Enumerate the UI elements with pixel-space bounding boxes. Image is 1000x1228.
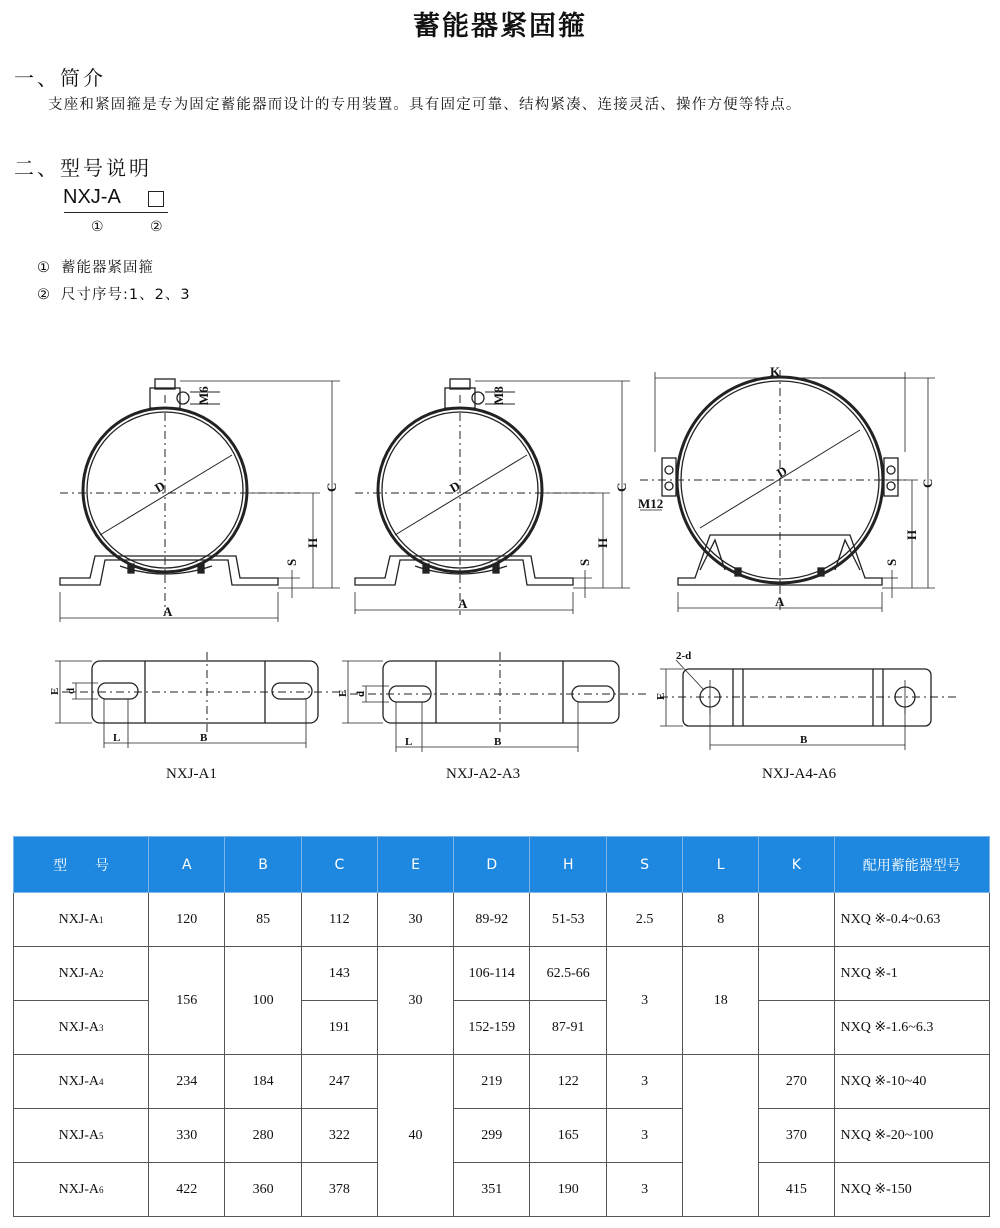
cell-d: 219 — [454, 1055, 530, 1109]
cell-accumulator: NXQ ※-20~100 — [834, 1109, 989, 1163]
label-b-a2: B — [494, 736, 502, 748]
cell-accumulator: NXQ ※-1.6~6.3 — [834, 1001, 989, 1055]
cell-d: 89-92 — [454, 893, 530, 947]
cell-l: 8 — [683, 893, 759, 947]
model-code: NXJ-A — [63, 186, 121, 208]
cell-k — [759, 1001, 834, 1055]
model-underline — [64, 212, 168, 213]
label-a-a1: A — [163, 604, 173, 619]
label-d-small-a2: d — [355, 690, 367, 697]
cell-e: 30 — [377, 893, 453, 947]
cell-c: 322 — [301, 1109, 377, 1163]
label-d-small-a1: d — [65, 687, 77, 694]
cell-s: 3 — [607, 1055, 683, 1109]
label-d-a1: D — [152, 477, 168, 496]
cell-k — [759, 893, 834, 947]
cell-model: NXJ-A3 — [14, 1001, 149, 1055]
cell-d: 152-159 — [454, 1001, 530, 1055]
table-row — [14, 1163, 990, 1217]
cell-e: 40 — [377, 1055, 453, 1217]
cell-l: 18 — [683, 947, 759, 1055]
cell-b: 85 — [225, 893, 301, 947]
table-row — [14, 1055, 990, 1109]
model-marker-2: ② — [150, 219, 163, 235]
label-d-a2: D — [447, 477, 463, 496]
cell-a: 120 — [149, 893, 225, 947]
cell-l — [683, 1055, 759, 1217]
header-e: E — [377, 837, 453, 893]
cell-accumulator: NXQ ※-150 — [834, 1163, 989, 1217]
cell-s: 3 — [607, 1163, 683, 1217]
label-a-a2: A — [458, 596, 468, 611]
caption-a2-a3: NXJ-A2-A3 — [446, 766, 521, 782]
header-s: S — [607, 837, 683, 893]
cell-b: 184 — [225, 1055, 301, 1109]
caption-a4-a6: NXJ-A4-A6 — [762, 766, 837, 782]
label-b-a1: B — [200, 732, 208, 744]
label-e-a2: E — [337, 689, 349, 697]
cell-s: 3 — [607, 1109, 683, 1163]
cell-a: 330 — [149, 1109, 225, 1163]
cell-a: 156 — [149, 947, 225, 1055]
header-a: A — [149, 837, 225, 893]
cell-c: 143 — [301, 947, 377, 1001]
header-b: B — [225, 837, 301, 893]
cell-h: 190 — [530, 1163, 607, 1217]
label-m8: M8 — [491, 386, 506, 405]
label-m12: M12 — [638, 496, 664, 511]
label-l-a1: L — [113, 732, 121, 744]
intro-text: 支座和紧固箍是专为固定蓄能器而设计的专用装置。具有固定可靠、结构紧凑、连接灵活、操作方便等特点。 — [48, 97, 802, 113]
header-h: H — [530, 837, 607, 893]
model-marker-1: ① — [91, 219, 104, 235]
cell-h: 87-91 — [530, 1001, 607, 1055]
header-model: 型 号 — [14, 837, 149, 893]
legend-text: 蓄能器紧固箍 — [61, 260, 154, 276]
header-accumulator: 配用蓄能器型号 — [834, 837, 989, 893]
cell-h: 122 — [530, 1055, 607, 1109]
label-m6: M6 — [196, 386, 211, 405]
cell-s: 3 — [607, 947, 683, 1055]
cell-model: NXJ-A4 — [14, 1055, 149, 1109]
size-placeholder-box — [148, 191, 164, 207]
header-c: C — [301, 837, 377, 893]
legend-text: 尺寸序号:1、2、3 — [61, 287, 191, 303]
drawing-a4-top — [660, 660, 960, 750]
cell-c: 191 — [301, 1001, 377, 1055]
caption-a1: NXJ-A1 — [166, 766, 217, 782]
table-row — [14, 1109, 990, 1163]
label-s-a1: S — [284, 558, 299, 566]
cell-k: 370 — [759, 1109, 834, 1163]
cell-d: 106-114 — [454, 947, 530, 1001]
legend-item-1 — [37, 256, 154, 277]
cell-accumulator: NXQ ※-10~40 — [834, 1055, 989, 1109]
cell-accumulator: NXQ ※-1 — [834, 947, 989, 1001]
cell-model: NXJ-A1 — [14, 893, 149, 947]
label-c-a1: C — [324, 482, 339, 492]
cell-d: 351 — [454, 1163, 530, 1217]
label-s-a2: S — [577, 558, 592, 566]
label-s-a4: S — [884, 558, 899, 566]
cell-h: 51-53 — [530, 893, 607, 947]
label-c-a4: C — [920, 478, 935, 488]
cell-model: NXJ-A2 — [14, 947, 149, 1001]
cell-model: NXJ-A6 — [14, 1163, 149, 1217]
cell-k: 415 — [759, 1163, 834, 1217]
table-row — [14, 947, 990, 1001]
label-h-a1: H — [305, 537, 320, 548]
section-heading-model: 二、型号说明 — [14, 156, 152, 180]
label-k: K — [770, 364, 781, 379]
page-title: 蓄能器紧固箍 — [413, 11, 587, 42]
section-heading-intro: 一、简介 — [14, 66, 106, 90]
label-d-a4: D — [774, 462, 790, 481]
legend-number: ② — [37, 287, 51, 303]
label-l-a2: L — [405, 736, 413, 748]
drawing-a2-front — [355, 379, 630, 615]
drawing-a1-front — [60, 379, 340, 622]
cell-k: 270 — [759, 1055, 834, 1109]
cell-d: 299 — [454, 1109, 530, 1163]
cell-a: 422 — [149, 1163, 225, 1217]
header-l: L — [683, 837, 759, 893]
label-h-a2: H — [595, 537, 610, 548]
cell-e: 30 — [377, 947, 453, 1055]
cell-c: 112 — [301, 893, 377, 947]
label-a-a4: A — [775, 594, 785, 609]
label-h-a4: H — [904, 529, 919, 540]
cell-b: 280 — [225, 1109, 301, 1163]
cell-s: 2.5 — [607, 893, 683, 947]
cell-k — [759, 947, 834, 1001]
cell-b: 100 — [225, 947, 301, 1055]
cell-accumulator: NXQ ※-0.4~0.63 — [834, 893, 989, 947]
cell-h: 62.5-66 — [530, 947, 607, 1001]
spec-table — [13, 836, 990, 1217]
cell-h: 165 — [530, 1109, 607, 1163]
table-header-row — [14, 837, 990, 893]
label-2d: 2-d — [676, 650, 692, 662]
cell-model: NXJ-A5 — [14, 1109, 149, 1163]
header-d: D — [454, 837, 530, 893]
header-k: K — [759, 837, 834, 893]
technical-drawings — [0, 340, 1000, 760]
label-c-a2: C — [614, 482, 629, 492]
cell-c: 247 — [301, 1055, 377, 1109]
cell-c: 378 — [301, 1163, 377, 1217]
label-e-a1: E — [49, 687, 61, 695]
legend-item-2 — [37, 283, 191, 304]
label-b-a4: B — [800, 734, 808, 746]
cell-a: 234 — [149, 1055, 225, 1109]
cell-b: 360 — [225, 1163, 301, 1217]
table-row — [14, 893, 990, 947]
drawing-a4-front — [640, 370, 935, 612]
label-e-a4: E — [655, 692, 667, 700]
legend-number: ① — [37, 260, 51, 276]
